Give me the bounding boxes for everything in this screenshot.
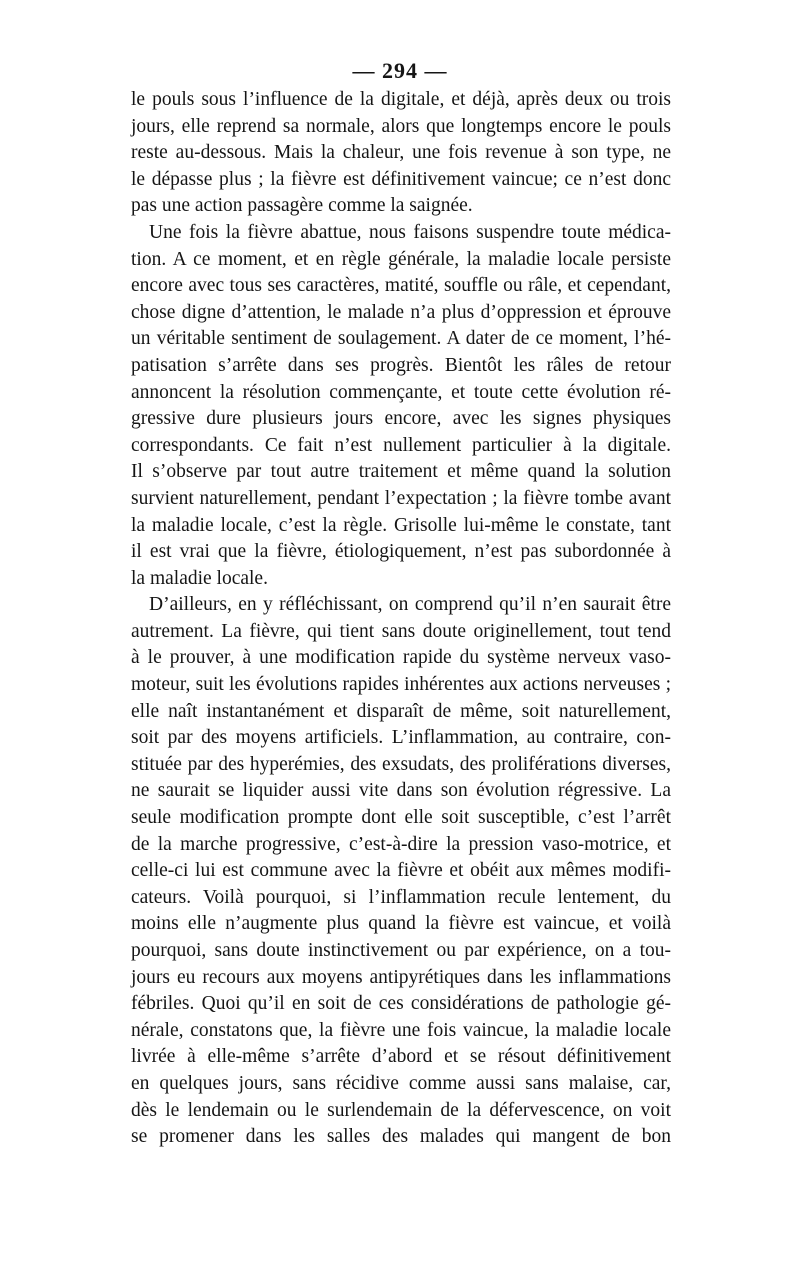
text-line: se promener dans les salles des malades qui mangent de bon [131, 1126, 671, 1148]
text-line: soit par des moyens artificiels. L’inflammation, au contraire, con- [131, 727, 671, 749]
text-line: Une fois la fièvre abattue, nous faisons suspendre toute médica- [149, 221, 671, 243]
text-line: chose digne d’attention, le malade n’a plus d’oppression et éprouve [131, 301, 671, 323]
text-line: pas une action passagère comme la saignée. [131, 195, 473, 217]
paragraph [131, 87, 671, 220]
text-line: fébriles. Quoi qu’il en soit de ces considérations de pathologie gé- [131, 993, 671, 1015]
text-line: la maladie locale. [131, 567, 268, 589]
text-line: survient naturellement, pendant l’expectation ; la fièvre tombe avant [131, 487, 671, 509]
text-line: tion. A ce moment, et en règle générale, la maladie locale persiste [131, 248, 671, 270]
page-number: — 294 — [352, 58, 448, 83]
text-line: cateurs. Voilà pourquoi, si l’inflammation recule lentement, du [131, 886, 671, 908]
text-line: reste au-dessous. Mais la chaleur, une fois revenue à son type, ne [131, 142, 671, 164]
paragraph [131, 592, 671, 1150]
text-line: annoncent la résolution commençante, et toute cette évolution ré- [131, 381, 671, 403]
text-line: correspondants. Ce fait n’est nullement particulier à la digitale. [131, 434, 671, 456]
text-line: seule modification prompte dont elle soit susceptible, c’est l’arrêt [131, 807, 671, 829]
text-line: jours, elle reprend sa normale, alors que longtemps encore le pouls [131, 115, 671, 137]
text-line: le pouls sous l’influence de la digitale, et déjà, après deux ou trois [131, 89, 671, 110]
text-line: en quelques jours, sans récidive comme aussi sans malaise, car, [131, 1072, 671, 1094]
text-line: D’ailleurs, en y réfléchissant, on comprend qu’il n’en saurait être [149, 594, 671, 616]
text-line: Il s’observe par tout autre traitement et même quand la solution [131, 461, 671, 483]
text-line: moteur, suit les évolutions rapides inhérentes aux actions nerveuses ; [131, 674, 671, 696]
text-line: jours eu recours aux moyens antipyrétiques dans les inflammations [131, 966, 671, 988]
text-line: stituée par des hyperémies, des exsudats, des proliférations diverses, [131, 753, 671, 775]
text-line: pourquoi, sans doute instinctivement ou par expérience, on a tou- [131, 940, 671, 961]
text-line: livrée à elle-même s’arrête d’abord et se résout définitivement [131, 1046, 671, 1068]
text-line: le dépasse plus ; la fièvre est définitivement vaincue; ce n’est donc [131, 168, 671, 190]
text-line: gressive dure plusieurs jours encore, avec les signes physiques [131, 408, 671, 430]
text-line: moins elle n’augmente plus quand la fièvre est vaincue, et voilà [131, 913, 671, 935]
text-line: la maladie locale, c’est la règle. Grisolle lui-même le constate, tant [131, 514, 671, 536]
body-text [131, 87, 671, 1151]
text-line: patisation s’arrête dans ses progrès. Bientôt les râles de retour [131, 354, 671, 376]
text-line: ne saurait se liquider aussi vite dans son évolution régressive. La [131, 780, 671, 802]
text-line: il est vrai que la fièvre, étiologiquement, n’est pas subordonnée à [131, 541, 671, 563]
text-line: encore avec tous ses caractères, matité, souffle ou râle, et cependant, [131, 275, 671, 297]
paragraph [131, 220, 671, 592]
text-line: nérale, constatons que, la fièvre une fois vaincue, la maladie locale [131, 1019, 671, 1041]
text-line: à le prouver, à une modification rapide du système nerveux vaso- [131, 647, 671, 669]
text-line: de la marche progressive, c’est-à-dire la pression vaso-motrice, et [131, 833, 671, 855]
text-line: celle-ci lui est commune avec la fièvre et obéit aux mêmes modifi- [131, 860, 671, 882]
text-line: dès le lendemain ou le surlendemain de la défervescence, on voit [131, 1099, 671, 1121]
text-line: elle naît instantanément et disparaît de même, soit naturellement, [131, 700, 671, 722]
text-line: un véritable sentiment de soulagement. A dater de ce moment, l’hé- [131, 328, 671, 350]
text-line: autrement. La fièvre, qui tient sans doute originellement, tout tend [131, 620, 671, 642]
